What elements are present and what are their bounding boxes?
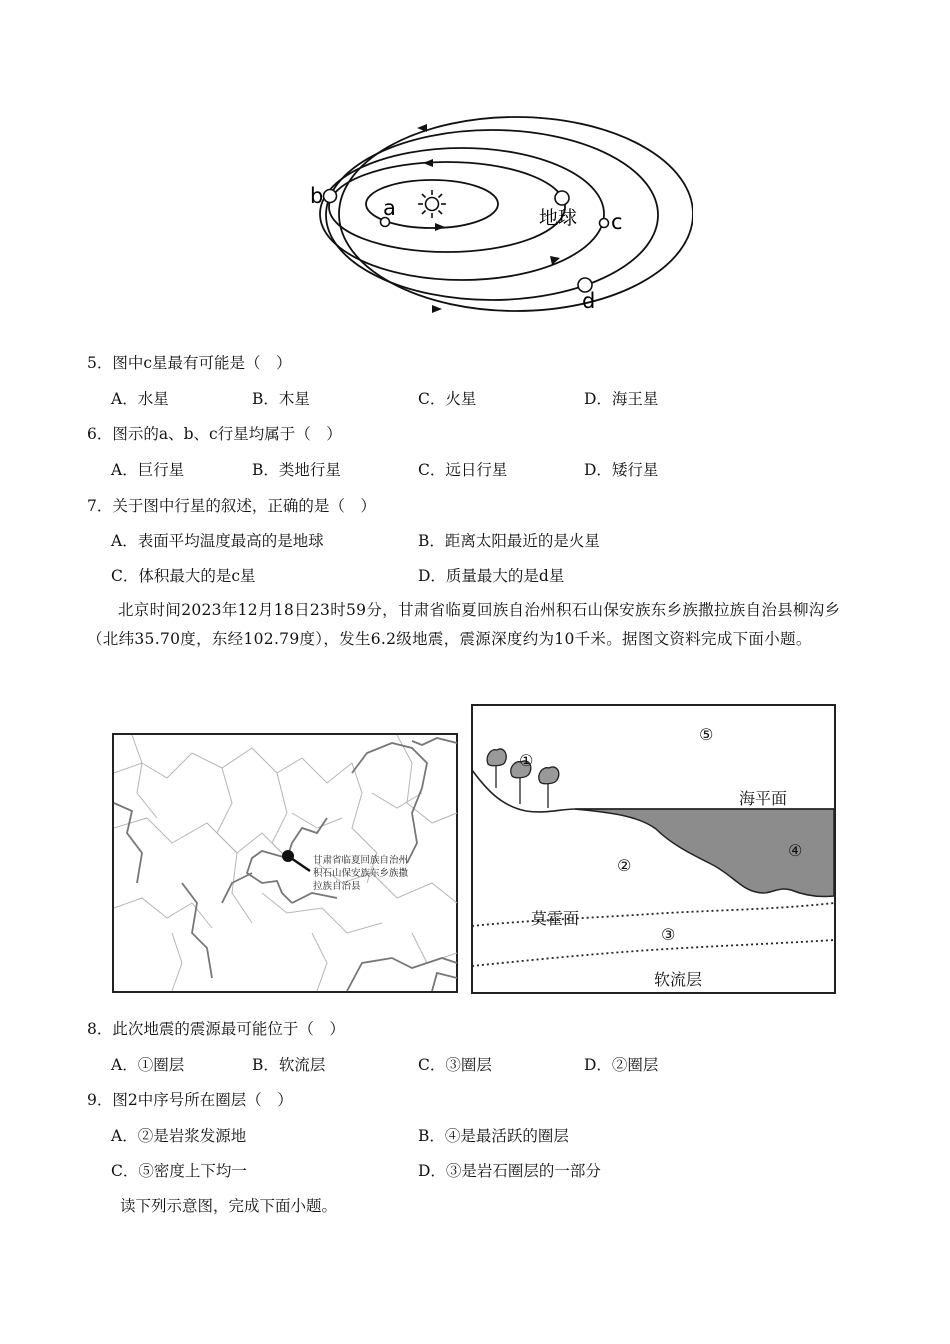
option-c: C．远日行星 <box>418 461 508 479</box>
option-a: A．表面平均温度最高的是地球 <box>111 532 324 550</box>
label-five: ⑤ <box>699 725 714 744</box>
planet-earth <box>555 191 569 205</box>
map-label-line-3: 拉族自治县 <box>313 881 361 892</box>
sun-icon <box>418 190 446 218</box>
option-a: A．巨行星 <box>111 461 185 479</box>
question-stem: 8．此次地震的震源最可能位于（ ） <box>87 1020 345 1038</box>
option-d: D．矮行星 <box>584 461 659 479</box>
option-b: B．木星 <box>252 390 310 408</box>
option-c: C．火星 <box>418 390 477 408</box>
option-c: C．体积最大的是c星 <box>111 567 256 585</box>
solar-system-orbit-figure <box>0 0 950 330</box>
passage-text: 北京时间2023年12月18日23时59分，甘肃省临夏回族自治州积石山保安族东乡族撒拉族自治县柳沟乡（北纬35.70度，东经102.79度），发生6.2级地震，震源深度约为10千米。据图文资料完成下面小题。 <box>87 601 841 648</box>
option-d: D．海王星 <box>584 390 659 408</box>
label-two: ② <box>617 856 632 875</box>
question-stem: 7．关于图中行星的叙述，正确的是（ ） <box>87 497 376 515</box>
orbit-2 <box>329 162 565 252</box>
label-d: d <box>582 289 596 313</box>
closing-instruction: 读下列示意图，完成下面小题。 <box>120 1197 338 1215</box>
option-a: A．②是岩浆发源地 <box>111 1127 247 1145</box>
option-c: C．③圈层 <box>418 1056 492 1074</box>
option-b: B．④是最活跃的圈层 <box>418 1127 569 1145</box>
label-one: ① <box>519 751 534 770</box>
label-c: c <box>611 210 623 234</box>
arrow-icon <box>423 159 433 167</box>
option-b: B．距离太阳最近的是火星 <box>418 532 600 550</box>
option-d: D．质量最大的是d星 <box>418 567 565 585</box>
map-label-line-1: 甘肃省临夏回族自治州 <box>313 855 409 866</box>
option-a: A．①圈层 <box>111 1056 185 1074</box>
option-b: B．类地行星 <box>252 461 341 479</box>
question-stem: 6．图示的a、b、c行星均属于（ ） <box>87 425 342 443</box>
label-sea-level: 海平面 <box>739 789 788 808</box>
question-stem: 5．图中c星最有可能是（ ） <box>87 354 292 372</box>
epicenter-marker <box>282 850 294 862</box>
earth-layers-diagram <box>471 704 836 994</box>
label-four: ④ <box>788 841 803 860</box>
label-moho: 莫霍面 <box>531 909 580 928</box>
arrow-icon <box>432 305 442 313</box>
question-stem: 9．图2中序号所在圈层（ ） <box>87 1091 293 1109</box>
arrow-icon <box>435 223 445 231</box>
label-a: a <box>383 196 396 220</box>
label-earth: 地球 <box>539 207 578 229</box>
planet-b <box>324 190 337 203</box>
arrow-icon <box>417 124 427 132</box>
option-d: D．③是岩石圈层的一部分 <box>418 1162 601 1180</box>
option-d: D．②圈层 <box>584 1056 659 1074</box>
earthquake-passage <box>87 596 862 654</box>
label-asthenosphere: 软流层 <box>654 970 703 989</box>
label-three: ③ <box>661 925 676 944</box>
option-a: A．水星 <box>111 390 169 408</box>
label-b: b <box>310 184 324 208</box>
planet-c <box>600 219 609 228</box>
option-b: B．软流层 <box>252 1056 326 1074</box>
map-label-line-2: 积石山保安族东乡族撒 <box>313 868 409 879</box>
option-c: C．⑤密度上下均一 <box>111 1162 247 1180</box>
earthquake-location-map <box>112 733 458 993</box>
